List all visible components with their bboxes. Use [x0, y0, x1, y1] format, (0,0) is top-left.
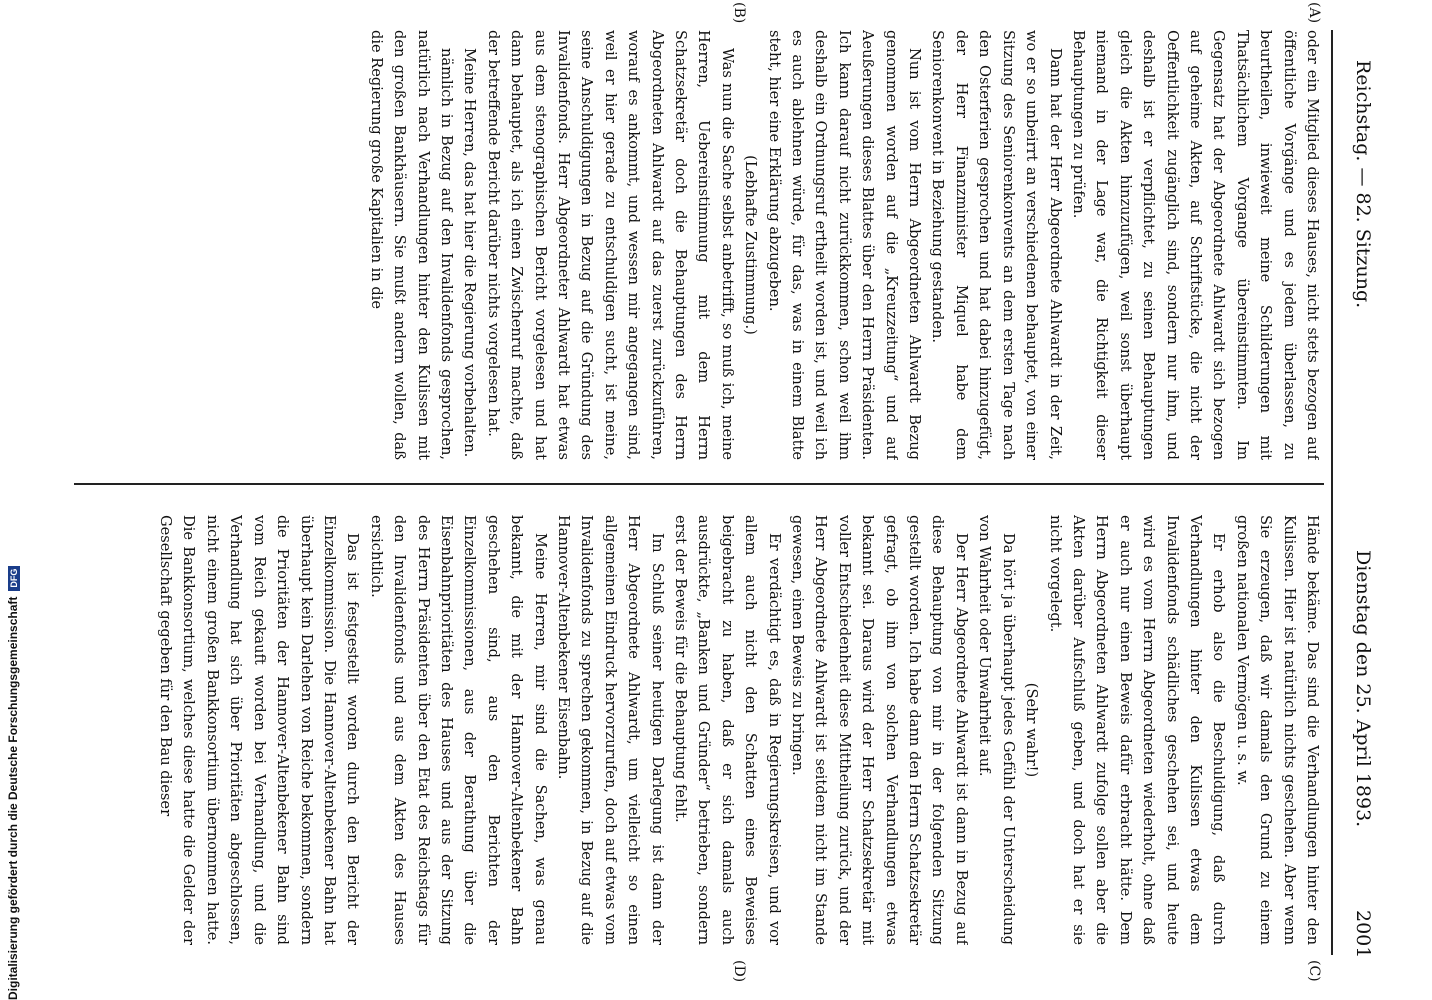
dfg-logo: DFG — [8, 566, 20, 591]
paragraph: Er erhob also die Beschuldigung, daß durch Verhandlungen hinter den Kulissen etwas dem Invalidenfonds schädliches geschehen sei, und heute wird es vom Herrn Abgeordneten wiederholt, ohne daß er auch nur einen Beweis dafür erbracht hätte. Dem Herrn Abgeordneten Ahlwardt zufolge sollen aber die Akten darüber Aufschluß geben, und doch hat er sie nicht vorgelegt. — [1046, 515, 1228, 945]
margin-marker-d: (D) — [731, 960, 747, 983]
margin-marker-b: (B) — [731, 2, 747, 24]
interjection: (Lebhafte Zustimmung.) — [742, 155, 760, 335]
header-rule — [1331, 30, 1333, 955]
page-header — [1334, 30, 1374, 959]
paragraph: Hände bekäme. Das sind die Verhandlungen hinter den Kulissen. Hier ist natürlich nichts geschehen. Aber wenn Sie erzeugen, daß wir damals den Grund zu einem großen nationalen Vermögen u. s. w. — [1233, 515, 1321, 945]
interjection: (Sehr wahr!) — [1023, 682, 1041, 778]
paragraph: Er verdächtigt es, daß in Regierungskreisen, und vor allem auch nicht den Schatten eines Beweises beigebracht zu haben, daß er sich damals auch ausdrückte, „Banken und Gründer“ betrieben, sondern erst der Beweis für die Behauptung fehlt. — [672, 515, 783, 945]
page-number: 2001 — [1352, 910, 1374, 959]
paragraph: Meine Herren, das hat hier die Regierung vorbehalten. — [461, 48, 479, 458]
paragraph: Der Herr Abgeordnete Ahlwardt ist dann in Bezug auf diese Behauptung von mir in der folgenden Sitzung gestellt worden. Ich habe dann den Herrn Schatzsekretär gefragt, ob ihm von solchen Verhandlungen etwas bekannt sei. Daraus wird der Herr Schatzsekretär mit voller Entschiedenheit diese Mittheilung zurück, und der Herr Abgeordnete Ahlwardt ist seitdem nicht im Stande gewesen, einen Beweis zu bringen. — [789, 515, 970, 945]
left-text-column — [60, 30, 1324, 460]
header-date: Dienstag den 25. April 1893. — [1352, 550, 1374, 828]
paragraph: Dann hat der Herr Abgeordnete Ahlwardt in der Zeit, wo er so unbeirrt an verschiedenen behauptet, von einer Sitzung des Seniorenkonvents an dem ersten Tage nach den Osterferien gesprochen und hat dabei hinzugefügt, der Herr Finanzminister Miquel habe dem Seniorenkonvent in Beziehung gestanden. — [929, 30, 1064, 460]
digitization-notice: Digitalisierung gefördert durch die Deutsche Forschungsgemeinschaft — [6, 596, 20, 1000]
margin-marker-c: (C) — [1306, 960, 1322, 982]
header-left-title: Reichstag. — 82. Sitzung. — [1352, 60, 1374, 309]
margin-marker-a: (A) — [1306, 2, 1322, 24]
paragraph: Da hört ja überhaupt jedes Gefühl der Unterscheidung von Wahrheit oder Unwahrheit auf. — [976, 515, 1017, 945]
footer-notice — [2, 0, 24, 1000]
column-divider — [74, 483, 1324, 485]
paragraph: Im Schluß seiner heutigen Darlegung ist dann der Herr Abgeordnete Ahlwardt, um vielleicht so einen allgemeinen Eindruck hervorzurufen, doch auf etwas vom Invalidenfonds zu sprechen gekommen, in Bezug auf die Hannover-Altenbekener Eisenbahn. — [555, 515, 666, 945]
paragraph: Was nun die Sache selbst anbetrifft, so muß ich, meine Herren, Uebereinstimmung mit dem Herrn Schatzsekretär doch die Behauptungen des Herrn Abgeordneten Ahlwardt auf das zuerst zurückzuführen, worauf es ankommt, und wessen mir angegangen sind, weil er hier gerade zu entschuldigen sucht, ist meine, seine Anschuldigungen in Bezug auf die Gründung des Invalidenfonds. Herr Abgeordneter Ahlwardt hat etwas aus dem stenographischen Bericht vorgelesen und hat dann behauptet, als ich einen Zwischenruf machte, daß der betreffende Bericht darüber nichts vorgelesen hat. — [484, 30, 736, 460]
paragraph: nämlich in Bezug auf den Invalidenfonds gesprochen, natürlich nach Verhandlungen hinter den Kulissen mit den großen Bankhäusern. Sie mußt andern wollen, daß die Regierung große Kapitalien in die — [367, 30, 455, 460]
paragraph: Nun ist vom Herrn Abgeordneten Ahlwardt Bezug genommen worden auf die „Kreuzzeitung“ und auf Aeußerungen dieses Blattes über den Herrn Präsidenten. Ich kann darauf nicht zurückkommen, schon weil ihm deshalb ein Ordnungsruf ertheilt worden ist, und weil ich es auch ablehnen würde, für das, was in einem Blatte steht, hier eine Erklärung abzugeben. — [765, 30, 924, 460]
paragraph: oder ein Mitglied dieses Hauses, nicht stets bezogen auf öffentliche Vorgänge und es jedem überlassen, zu beurtheilen, inwieweit meine Schilderungen mit Thatsächlichem Vorgange übereinstimmten. Im Gegensatz hat der Abgeordnete Ahlwardt sich bezogen auf geheime Akten, auf Schriftstücke, die nicht der Oeffentlichkeit zugänglich sind, sondern nur ihm, und deshalb ist er verpflichtet, zu seinen Behauptungen gleich die Akten hinzuzufügen, weil sonst überhaupt niemand in der Lage war, die Richtigkeit dieser Behauptungen zu prüfen. — [1069, 30, 1321, 460]
right-text-column — [60, 515, 1324, 945]
paragraph: Das ist festgestellt worden durch den Bericht der Einzelkommission. Die Hannover-Altenbekener Bahn hat überhaupt kein Darlehen von Reiche bekommen, sondern die Prioritäten der Hannover-Altenbekener Bahn sind vom Reich gekauft worden bei Verhandlung, und die Verhandlung hat sich über Prioritäten abgeschlossen, nicht einem großen Bankkonsortium übernommen hatte. Die Bankkonsortium, welches diese hatte die Gelder der Gesellschaft gegeben für den Bau dieser — [157, 515, 362, 945]
paragraph: Meine Herren, mir sind die Sachen, was genau bekannt, die mit der Hannover-Altenbekener Bahn geschehen sind, aus den Berichten der Einzelkommissionen, aus der Berathung über die Eisenbahnprioritäten des Hauses und aus der Sitzung des Herrn Präsidenten über den Etat des Reichstags für den Invalidenfonds und aus dem Akten des Hauses ersichtlich. — [367, 515, 549, 945]
